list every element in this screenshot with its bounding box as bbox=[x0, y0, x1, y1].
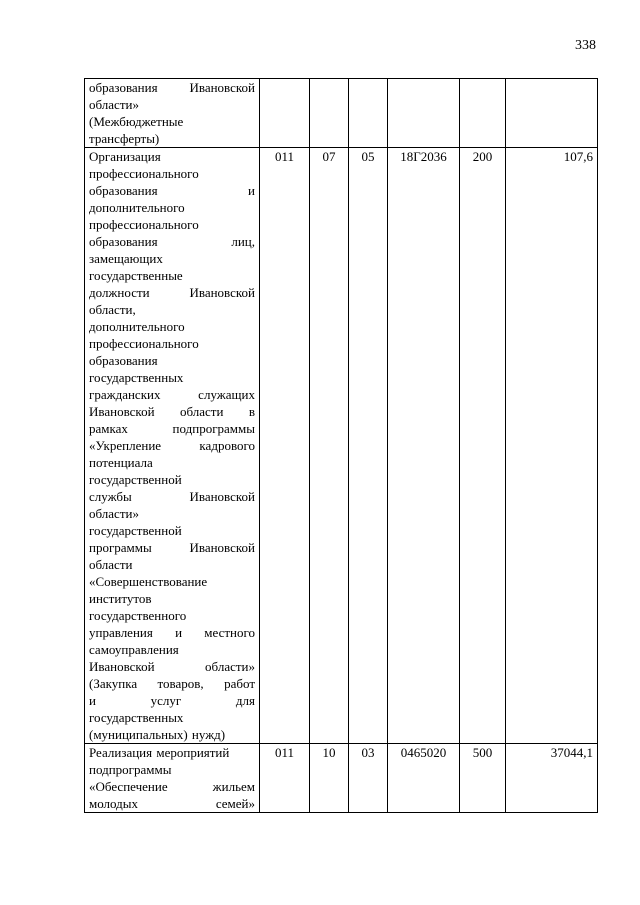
amount-cell bbox=[506, 79, 598, 148]
name-line: образования лиц, bbox=[89, 234, 255, 249]
name-line: «Обеспечение жильем bbox=[89, 779, 255, 794]
name-line: рамках подпрограммы bbox=[89, 421, 255, 436]
name-line: «Укрепление кадрового bbox=[89, 438, 255, 453]
name-line: службы Ивановской bbox=[89, 489, 255, 504]
name-line: самоуправления bbox=[89, 642, 179, 657]
subsection-cell: 03 bbox=[349, 744, 388, 813]
name-line: (Закупка товаров, работ bbox=[89, 676, 255, 691]
row-name-cell bbox=[85, 744, 260, 813]
section-cell: 07 bbox=[310, 148, 349, 744]
name-line: области» bbox=[89, 506, 139, 521]
row-name-cell bbox=[85, 148, 260, 744]
amount-cell: 107,6 bbox=[506, 148, 598, 744]
name-line: профессионального bbox=[89, 166, 199, 181]
name-line: управления и местного bbox=[89, 625, 255, 640]
expense-type-cell bbox=[460, 79, 506, 148]
target-item-cell: 0465020 bbox=[388, 744, 460, 813]
name-line: молодых семей» bbox=[89, 796, 255, 811]
name-line: образования bbox=[89, 353, 158, 368]
name-line: образования Ивановской bbox=[89, 80, 255, 95]
target-item-cell: 18Г2036 bbox=[388, 148, 460, 744]
name-line: области bbox=[89, 557, 133, 572]
admin-code-cell bbox=[260, 79, 310, 148]
name-line: Реализация мероприятий bbox=[89, 745, 230, 760]
name-line: и услуг для bbox=[89, 693, 255, 708]
name-line: Ивановской области в bbox=[89, 404, 255, 419]
name-line: институтов bbox=[89, 591, 152, 606]
name-line: Ивановской области» bbox=[89, 659, 255, 674]
table-row bbox=[85, 79, 598, 148]
name-line: области» bbox=[89, 97, 139, 112]
name-line: дополнительного bbox=[89, 200, 185, 215]
name-line: потенциала bbox=[89, 455, 153, 470]
expense-type-cell: 500 bbox=[460, 744, 506, 813]
table-row bbox=[85, 148, 598, 744]
name-line: должности Ивановской bbox=[89, 285, 255, 300]
name-line: «Совершенствование bbox=[89, 574, 208, 589]
subsection-cell: 05 bbox=[349, 148, 388, 744]
name-line: программы Ивановской bbox=[89, 540, 255, 555]
name-line: трансферты) bbox=[89, 131, 160, 146]
name-line: замещающих bbox=[89, 251, 163, 266]
name-line: области, bbox=[89, 302, 136, 317]
name-line: государственных bbox=[89, 710, 184, 725]
name-line: профессионального bbox=[89, 217, 199, 232]
name-line: (Межбюджетные bbox=[89, 114, 184, 129]
name-line: Организация bbox=[89, 149, 161, 164]
row-name-cell bbox=[85, 79, 260, 148]
admin-code-cell: 011 bbox=[260, 148, 310, 744]
name-line: государственные bbox=[89, 268, 183, 283]
name-line: гражданских служащих bbox=[89, 387, 255, 402]
section-cell: 10 bbox=[310, 744, 349, 813]
name-line: профессионального bbox=[89, 336, 199, 351]
table-row bbox=[85, 744, 598, 813]
name-line: образования и bbox=[89, 183, 255, 198]
name-line: дополнительного bbox=[89, 319, 185, 334]
section-cell bbox=[310, 79, 349, 148]
page-number: 338 bbox=[575, 38, 596, 53]
expense-type-cell: 200 bbox=[460, 148, 506, 744]
name-line: подпрограммы bbox=[89, 762, 172, 777]
name-line: государственного bbox=[89, 608, 187, 623]
name-line: (муниципальных) нужд) bbox=[89, 727, 226, 742]
target-item-cell bbox=[388, 79, 460, 148]
budget-table bbox=[84, 78, 598, 813]
name-line: государственной bbox=[89, 523, 182, 538]
amount-cell: 37044,1 bbox=[506, 744, 598, 813]
subsection-cell bbox=[349, 79, 388, 148]
name-line: государственных bbox=[89, 370, 184, 385]
name-line: государственной bbox=[89, 472, 182, 487]
admin-code-cell: 011 bbox=[260, 744, 310, 813]
